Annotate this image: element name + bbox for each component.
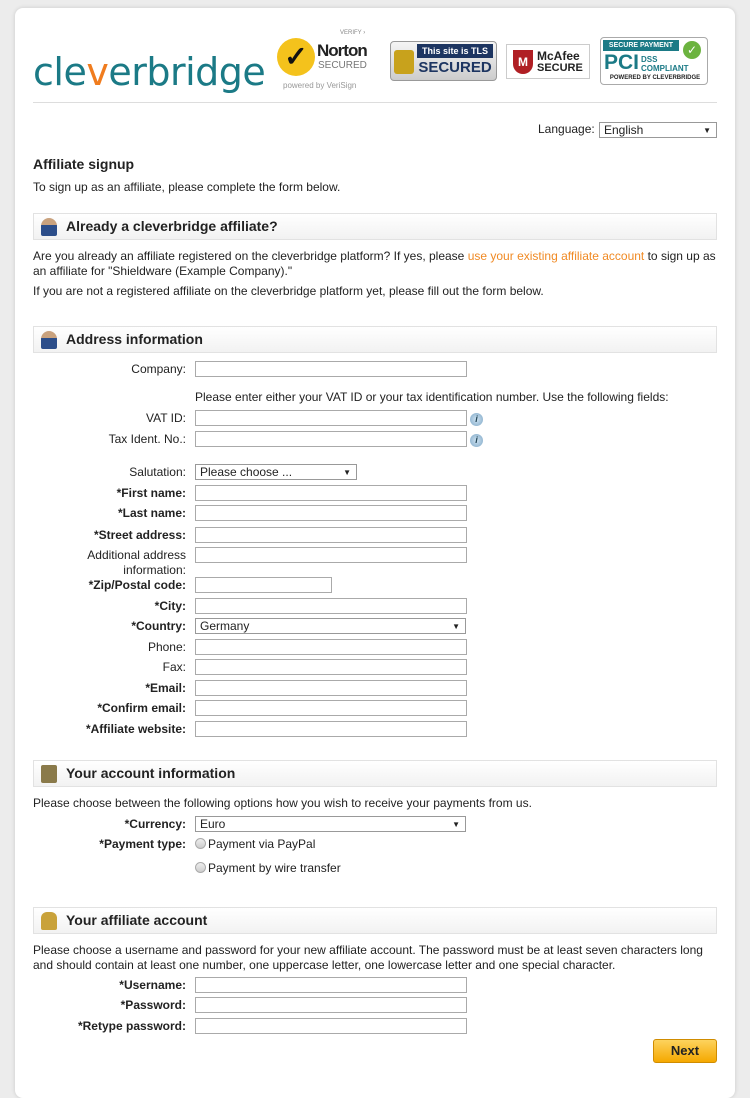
user-icon: [41, 331, 57, 349]
tax-label: Tax Ident. No.:: [108, 432, 186, 446]
norton-badge[interactable]: [275, 30, 380, 92]
phone-input[interactable]: [195, 639, 467, 655]
street-label: *Street address:: [93, 528, 186, 542]
pci-label: PCI: [604, 51, 640, 74]
norton-verify: VERIFY ›: [340, 30, 366, 36]
language-label: Language:: [538, 122, 595, 136]
padlock-icon: [394, 50, 414, 74]
section-heading: Your affiliate account: [66, 912, 208, 928]
company-label: Company:: [131, 362, 186, 376]
section-heading: Address information: [66, 331, 203, 347]
vat-note: Please enter either your VAT ID or your tax identification number. Use the following fields:: [195, 390, 669, 404]
pci-powered: POWERED BY CLEVERBRIDGE: [609, 75, 701, 81]
last-name-label: *Last name:: [117, 506, 186, 520]
norton-label: Norton: [317, 41, 367, 60]
email-label: *Email:: [145, 681, 186, 695]
country-select[interactable]: Germany ▼: [195, 618, 466, 634]
tls-badge[interactable]: [390, 41, 497, 81]
company-input[interactable]: [195, 361, 467, 377]
section-existing-affiliate: [33, 213, 717, 240]
cleverbridge-logo: cleverbridge: [33, 50, 266, 94]
country-label: *Country:: [131, 619, 186, 633]
mcafee-label: McAfee: [537, 49, 580, 63]
confirm-email-label: *Confirm email:: [97, 701, 186, 715]
salutation-label: Salutation:: [129, 465, 186, 479]
header-divider: [33, 102, 717, 103]
norton-check-icon: ✓: [277, 38, 315, 76]
fax-label: Fax:: [162, 660, 186, 674]
page-intro: To sign up as an affiliate, please complete the form below.: [33, 180, 341, 194]
retype-password-input[interactable]: [195, 1018, 467, 1034]
salutation-select[interactable]: Please choose ... ▼: [195, 464, 357, 480]
paypal-radio[interactable]: [195, 838, 206, 849]
fax-input[interactable]: [195, 659, 467, 675]
vat-label: VAT ID:: [145, 411, 186, 425]
payment-type-label: *Payment type:: [99, 837, 186, 851]
first-name-label: *First name:: [116, 486, 186, 500]
additional-input[interactable]: [195, 547, 467, 563]
existing-text-2: If you are not a registered affiliate on the cleverbridge platform yet, please fill out the form below.: [33, 284, 544, 298]
email-input[interactable]: [195, 680, 467, 696]
page-title: Affiliate signup: [33, 156, 135, 172]
pci-compliant: COMPLIANT: [641, 64, 689, 73]
website-input[interactable]: [195, 721, 467, 737]
last-name-input[interactable]: [195, 505, 467, 521]
next-button[interactable]: Next: [653, 1039, 717, 1063]
zip-input[interactable]: [195, 577, 332, 593]
currency-label: *Currency:: [124, 817, 186, 831]
norton-powered: powered by VeriSign: [283, 81, 357, 90]
phone-label: Phone:: [147, 640, 186, 654]
pci-dss: DSS: [641, 55, 658, 64]
info-icon[interactable]: i: [470, 413, 483, 426]
tls-bottom: SECURED: [418, 59, 492, 76]
info-icon[interactable]: i: [470, 434, 483, 447]
tls-top: This site is TLS: [417, 44, 493, 58]
city-input[interactable]: [195, 598, 467, 614]
confirm-email-input[interactable]: [195, 700, 467, 716]
pci-check-icon: ✓: [683, 41, 701, 59]
pci-badge[interactable]: [600, 37, 708, 85]
lock-icon: [41, 912, 57, 930]
city-label: *City:: [154, 599, 186, 613]
tax-input[interactable]: [195, 431, 467, 447]
mcafee-shield-icon: M: [513, 50, 533, 74]
section-heading: Already a cleverbridge affiliate?: [66, 218, 278, 234]
vat-input[interactable]: [195, 410, 467, 426]
existing-text-post: to sign up as an affiliate for "Shieldware (Example Company).": [33, 249, 716, 278]
user-icon: [41, 218, 57, 236]
zip-label: *Zip/Postal code:: [88, 578, 186, 592]
section-account-info: [33, 760, 717, 787]
website-label: *Affiliate website:: [85, 722, 186, 736]
username-label: *Username:: [119, 978, 186, 992]
account-text: Please choose between the following options how you wish to receive your payments from us.: [33, 796, 532, 810]
currency-select[interactable]: Euro ▼: [195, 816, 466, 832]
existing-text: [33, 249, 723, 279]
existing-text-pre: Are you already an affiliate registered on the cleverbridge platform? If yes, please: [33, 249, 468, 263]
password-label: *Password:: [120, 998, 186, 1012]
existing-account-link[interactable]: use your existing affiliate account: [467, 249, 645, 263]
affiliate-text: Please choose a username and password for your new affiliate account. The password must be at least seven characters long and should contain at least one number, one uppercase letter, one lowercase letter and one special character.: [33, 943, 703, 972]
password-input[interactable]: [195, 997, 467, 1013]
norton-secured: SECURED: [318, 60, 367, 71]
money-icon: [41, 765, 57, 783]
additional-label: Additional address information:: [87, 548, 186, 577]
wire-option-label[interactable]: Payment by wire transfer: [208, 861, 341, 875]
paypal-option-label[interactable]: Payment via PayPal: [208, 837, 316, 851]
first-name-input[interactable]: [195, 485, 467, 501]
mcafee-badge[interactable]: [506, 44, 590, 79]
street-input[interactable]: [195, 527, 467, 543]
section-heading: Your account information: [66, 765, 236, 781]
mcafee-secure: SECURE: [537, 62, 583, 74]
retype-password-label: *Retype password:: [77, 1019, 186, 1033]
language-select[interactable]: English ▼: [599, 122, 717, 138]
pci-top: SECURE PAYMENT: [603, 40, 679, 51]
username-input[interactable]: [195, 977, 467, 993]
section-affiliate-account: [33, 907, 717, 934]
section-address: [33, 326, 717, 353]
wire-radio[interactable]: [195, 862, 206, 873]
